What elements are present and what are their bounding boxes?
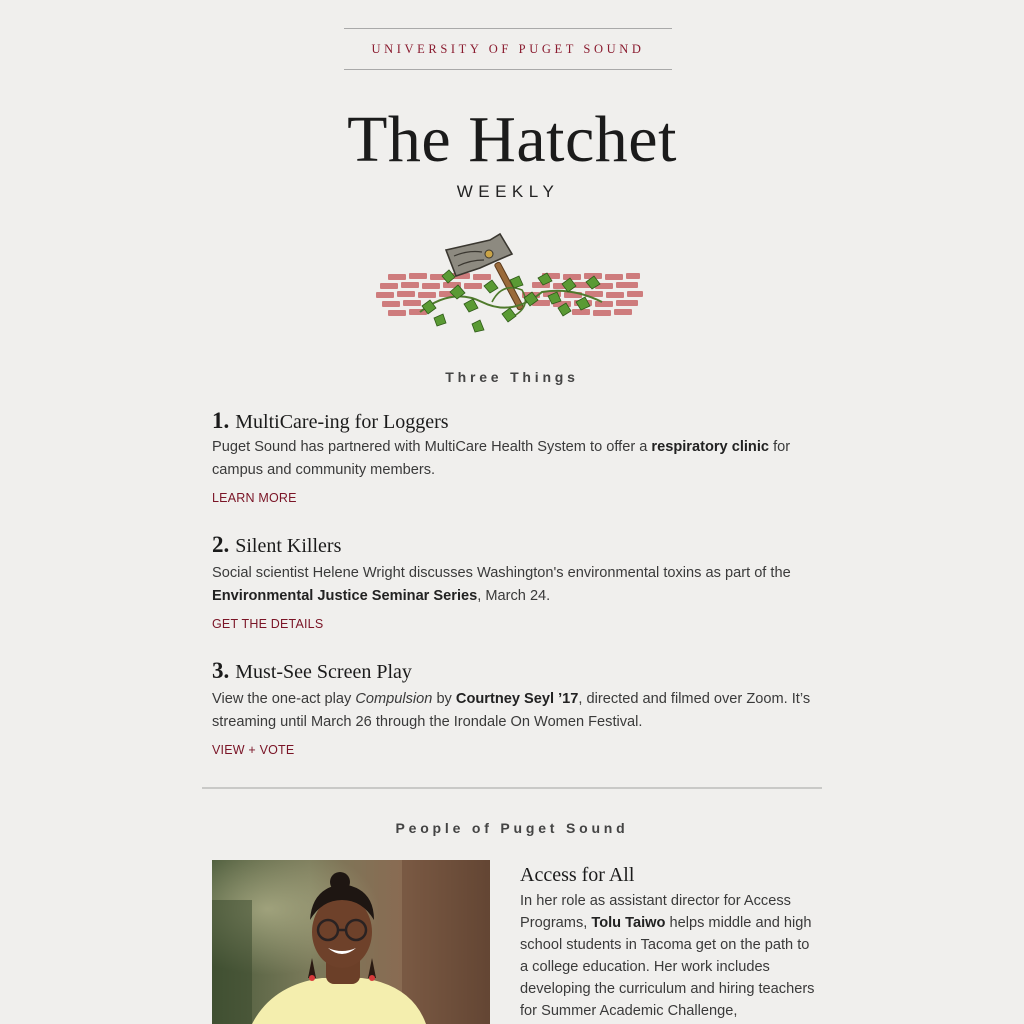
story-number: 3. bbox=[212, 658, 230, 683]
author-name: Courtney Seyl ’17 bbox=[455, 691, 579, 707]
respiratory-clinic-link: respiratory clinic bbox=[651, 439, 770, 455]
feature-body-text: helps middle and high school students in Tacoma get on the path to a college education. Her work includes developing the curriculum and hiring teachers for Summer Academic Challenge, bbox=[520, 915, 815, 1019]
story-body-text: View the one-act play bbox=[212, 691, 356, 707]
seminar-series-link: Environmental Justice Seminar Series bbox=[212, 587, 478, 604]
portrait-photo[interactable] bbox=[212, 860, 490, 1024]
story-item bbox=[212, 533, 812, 633]
story-item bbox=[212, 409, 812, 507]
people-heading: People of Puget Sound bbox=[395, 820, 629, 836]
story-item bbox=[212, 659, 812, 759]
story-title-text: Must-See Screen Play bbox=[235, 661, 412, 683]
feature-body-text: In her role as assistant director for Access Programs, bbox=[520, 893, 791, 931]
university-banner bbox=[344, 28, 672, 70]
story-body bbox=[212, 688, 812, 733]
university-name: UNIVERSITY OF PUGET SOUND bbox=[371, 41, 645, 56]
feature-story bbox=[520, 862, 816, 1022]
story-number: 2. bbox=[212, 532, 230, 557]
view-vote-link[interactable]: VIEW + VOTE bbox=[212, 743, 295, 757]
story-body-text: Social scientist Helene Wright discusses Washington's environmental toxins as part of the bbox=[212, 565, 791, 581]
story-title bbox=[212, 409, 812, 434]
story-number: 1. bbox=[212, 408, 230, 433]
person-name: Tolu Taiwo bbox=[591, 915, 666, 931]
hatchet-illustration bbox=[372, 232, 652, 342]
story-title-text: MultiCare-ing for Loggers bbox=[235, 411, 449, 433]
get-details-link[interactable]: GET THE DETAILS bbox=[212, 617, 324, 631]
play-title: Compulsion bbox=[355, 691, 433, 707]
learn-more-link[interactable]: LEARN MORE bbox=[212, 491, 297, 505]
feature-body bbox=[520, 890, 816, 1022]
story-body-text: for campus and community members. bbox=[212, 439, 791, 478]
section-divider bbox=[202, 787, 822, 789]
newsletter-subtitle: WEEKLY bbox=[456, 182, 560, 201]
story-body-text: by bbox=[432, 691, 456, 707]
story-body-text: , March 24. bbox=[477, 587, 551, 604]
story-title-text: Silent Killers bbox=[235, 535, 342, 557]
portrait-image bbox=[212, 860, 490, 1024]
feature-title: Access for All bbox=[520, 864, 635, 886]
three-things-heading: Three Things bbox=[445, 369, 579, 385]
story-body bbox=[212, 562, 812, 607]
story-body-text: , directed and filmed over Zoom. It’s streaming until March 26 through the Irondale On Women Festival. bbox=[212, 691, 811, 730]
story-body bbox=[212, 436, 812, 481]
story-title bbox=[212, 659, 812, 684]
newsletter-title: The Hatchet bbox=[347, 103, 677, 176]
story-title bbox=[212, 533, 812, 558]
story-body-text: Puget Sound has partnered with MultiCare Health System to offer a bbox=[212, 439, 652, 455]
